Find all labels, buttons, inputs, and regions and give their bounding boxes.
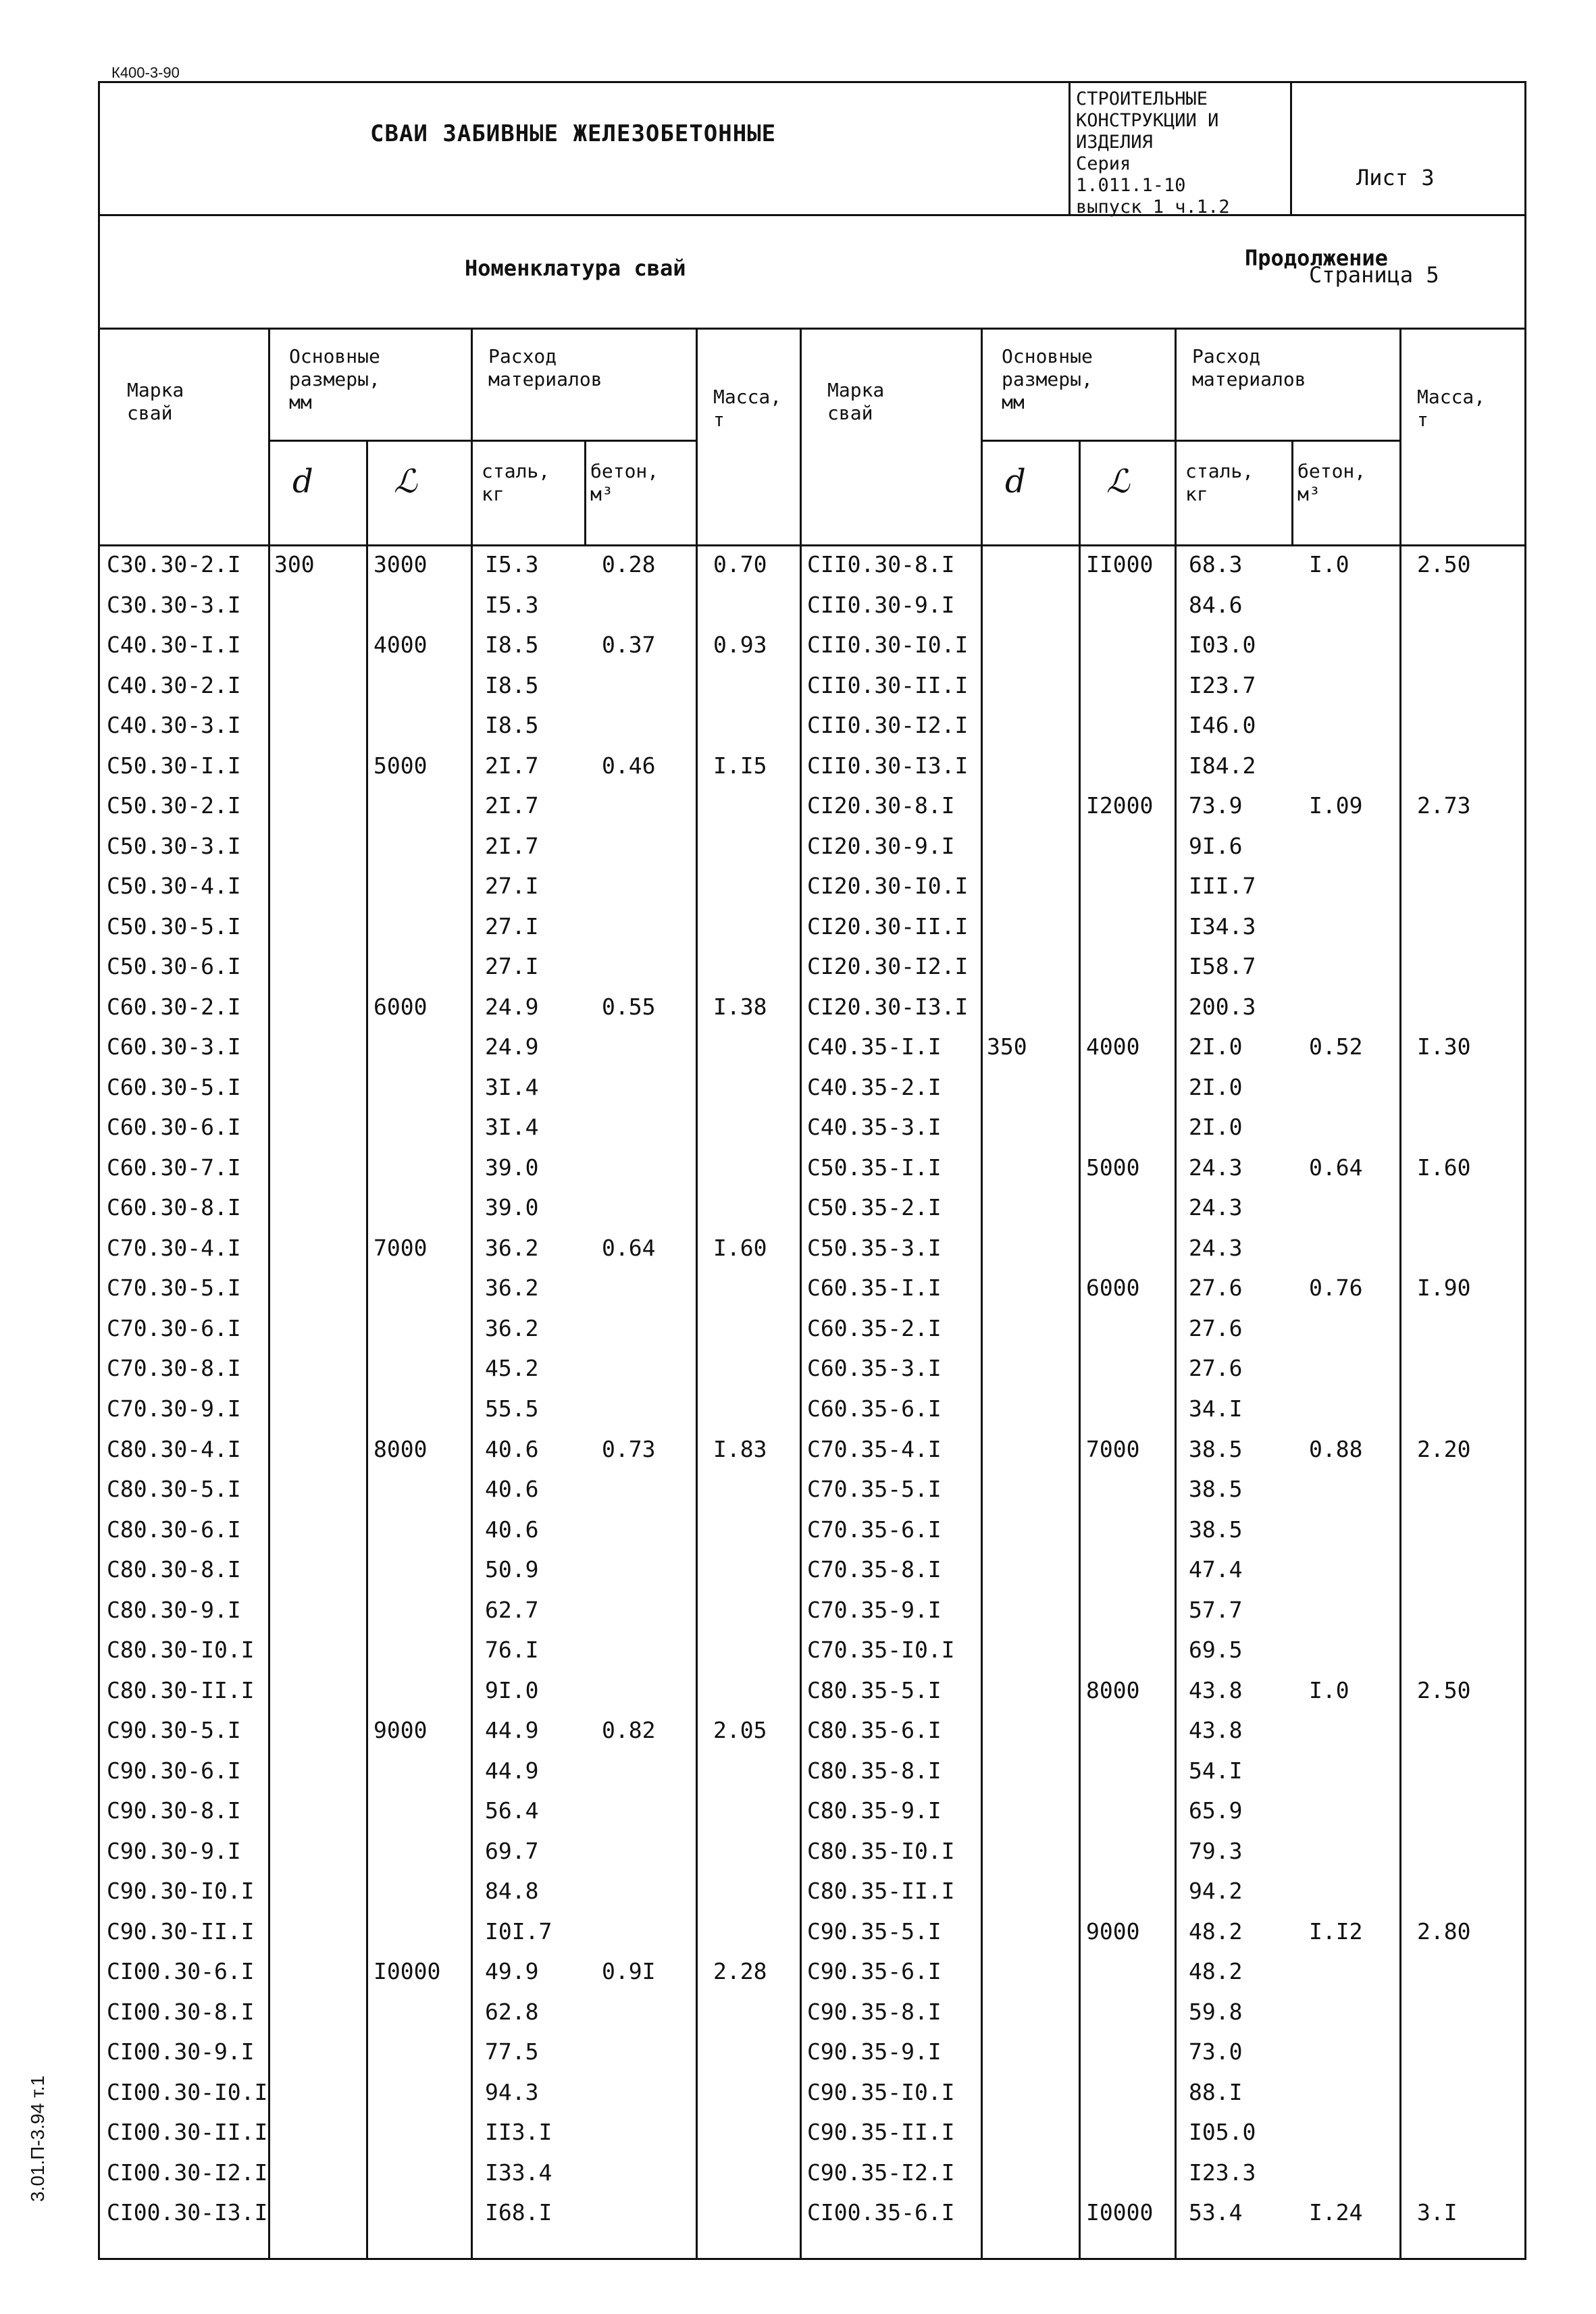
- table-cell-l: II000: [1086, 551, 1154, 577]
- table-cell-steel: 73.0: [1189, 2038, 1243, 2065]
- table-cell-concrete: 0.46: [602, 752, 656, 779]
- table-cell-mark: С80.30-I0.I: [107, 1637, 255, 1664]
- side-code: 3.01.П-3.94 т.1: [27, 2075, 48, 2202]
- table-cell-steel: 48.2: [1189, 1918, 1243, 1945]
- table-cell-steel: 9I.0: [485, 1676, 539, 1703]
- right-col-sep-mark: [981, 328, 983, 2258]
- piles-table: [98, 328, 1526, 2260]
- table-cell-d: 350: [987, 1033, 1027, 1060]
- table-cell-mark: С90.35-6.I: [807, 1958, 942, 1985]
- table-cell-steel: 27.I: [485, 873, 539, 900]
- table-cell-steel: I33.4: [485, 2159, 552, 2186]
- left-header-d: d: [292, 463, 313, 500]
- table-cell-mass: 3.I: [1417, 2199, 1458, 2226]
- left-header-mark: Марка свай: [127, 379, 184, 424]
- table-cell-mark: С90.35-8.I: [807, 1998, 942, 2025]
- table-cell-l: 9000: [1086, 1918, 1140, 1945]
- table-cell-mark: СI00.30-I2.I: [107, 2159, 268, 2186]
- table-cell-mass: I.60: [713, 1234, 767, 1261]
- right-header-steel: сталь, кг: [1185, 460, 1254, 505]
- table-cell-steel: 73.9: [1189, 792, 1243, 819]
- table-cell-steel: 36.2: [485, 1234, 539, 1261]
- left-header-consumption: Расход материалов: [488, 345, 602, 390]
- table-cell-l: 5000: [374, 752, 428, 779]
- table-cell-mark: С50.35-I.I: [807, 1154, 942, 1181]
- right-subheader-line: [981, 440, 1400, 442]
- table-cell-mass: 2.05: [713, 1717, 767, 1744]
- table-cell-concrete: I.0: [1309, 551, 1349, 577]
- table-cell-mark: СI00.30-I0.I: [107, 2078, 268, 2105]
- table-cell-mark: С60.30-2.I: [107, 993, 241, 1020]
- left-col-sep-d: [366, 440, 368, 2258]
- left-col-sep-mark: [268, 328, 270, 2258]
- table-cell-mass: 2.73: [1417, 792, 1471, 819]
- table-cell-steel: 44.9: [485, 1717, 539, 1744]
- table-cell-steel: 27.6: [1189, 1275, 1243, 1302]
- table-cell-steel: I5.3: [485, 551, 539, 577]
- table-cell-mark: СII0.30-I2.I: [807, 712, 969, 739]
- table-cell-mark: С70.30-6.I: [107, 1314, 241, 1341]
- table-cell-mark: С60.35-I.I: [807, 1275, 942, 1302]
- doc-code: К400-3-90: [111, 64, 180, 81]
- table-cell-steel: 2I.7: [485, 832, 539, 859]
- table-cell-concrete: I.I2: [1309, 1918, 1363, 1945]
- table-cell-mark: С60.30-6.I: [107, 1114, 241, 1141]
- table-cell-l: 5000: [1086, 1154, 1140, 1181]
- table-cell-steel: I8.5: [485, 632, 539, 659]
- table-cell-mark: С60.35-6.I: [807, 1395, 942, 1422]
- left-header-mass: Масса, т: [713, 386, 782, 431]
- left-header-l: ℒ: [394, 463, 417, 500]
- table-cell-mark: С90.30-6.I: [107, 1757, 241, 1784]
- table-cell-mass: I.38: [713, 993, 767, 1020]
- table-cell-mark: С70.30-5.I: [107, 1275, 241, 1302]
- table-cell-steel: 77.5: [485, 2038, 539, 2065]
- table-cell-concrete: 0.55: [602, 993, 656, 1020]
- table-cell-concrete: 0.64: [602, 1234, 656, 1261]
- table-cell-steel: I8.5: [485, 671, 539, 698]
- table-cell-steel: I23.3: [1189, 2159, 1256, 2186]
- table-cell-steel: I46.0: [1189, 712, 1256, 739]
- table-cell-steel: 36.2: [485, 1314, 539, 1341]
- table-cell-steel: 69.7: [485, 1837, 539, 1864]
- table-cell-l: I0000: [1086, 2199, 1154, 2226]
- table-cell-mark: С60.30-3.I: [107, 1033, 241, 1060]
- table-cell-concrete: 0.52: [1309, 1033, 1363, 1060]
- left-header-steel: сталь, кг: [482, 460, 550, 505]
- table-cell-steel: 57.7: [1189, 1596, 1243, 1623]
- table-cell-mark: СII0.30-II.I: [807, 671, 969, 698]
- table-cell-steel: 50.9: [485, 1556, 539, 1583]
- table-cell-steel: 53.4: [1189, 2199, 1243, 2226]
- table-cell-steel: 9I.6: [1189, 832, 1243, 859]
- nomenclature-title: Номенклатура свай: [465, 255, 686, 281]
- table-cell-mark: СI20.30-I3.I: [807, 993, 969, 1020]
- table-cell-steel: 76.I: [485, 1637, 539, 1664]
- table-cell-concrete: 0.76: [1309, 1275, 1363, 1302]
- right-col-sep-steel: [1291, 440, 1293, 544]
- table-cell-steel: 39.0: [485, 1154, 539, 1181]
- table-cell-steel: I84.2: [1189, 752, 1256, 779]
- left-header-main-dims: Основные размеры, мм: [289, 345, 380, 413]
- table-cell-concrete: I.24: [1309, 2199, 1363, 2226]
- right-header-main-dims: Основные размеры, мм: [1002, 345, 1093, 413]
- table-cell-steel: 43.8: [1189, 1717, 1243, 1744]
- table-cell-mark: С40.30-3.I: [107, 712, 241, 739]
- document-title: СВАИ ЗАБИВНЫЕ ЖЕЛЕЗОБЕТОННЫЕ: [370, 120, 777, 147]
- table-cell-mark: С80.35-I0.I: [807, 1837, 955, 1864]
- table-cell-steel: 34.I: [1189, 1395, 1243, 1422]
- table-cell-steel: 45.2: [485, 1355, 539, 1382]
- table-cell-mark: С60.30-5.I: [107, 1073, 241, 1100]
- table-cell-mark: С60.35-3.I: [807, 1355, 942, 1382]
- table-cell-steel: III.7: [1189, 873, 1256, 900]
- table-cell-steel: I58.7: [1189, 953, 1256, 980]
- table-cell-concrete: 0.88: [1309, 1435, 1363, 1462]
- table-cell-steel: 40.6: [485, 1516, 539, 1543]
- left-header-bottom-line: [100, 544, 800, 546]
- table-cell-mark: С40.30-2.I: [107, 671, 241, 698]
- table-cell-mark: С80.30-6.I: [107, 1516, 241, 1543]
- table-cell-mark: С80.35-5.I: [807, 1676, 942, 1703]
- series-info: СТРОИТЕЛЬНЫЕ КОНСТРУКЦИИ И ИЗДЕЛИЯ Серия 1.011.1-10 выпуск 1 ч.1.2: [1076, 88, 1230, 217]
- table-cell-l: 9000: [374, 1717, 428, 1744]
- table-cell-steel: 27.I: [485, 912, 539, 940]
- table-cell-steel: 2I.7: [485, 792, 539, 819]
- table-cell-mark: С50.35-3.I: [807, 1234, 942, 1261]
- table-cell-mark: СI00.30-9.I: [107, 2038, 255, 2065]
- table-cell-mark: С90.35-5.I: [807, 1918, 942, 1945]
- table-cell-mark: С80.30-5.I: [107, 1476, 241, 1503]
- table-cell-steel: 38.5: [1189, 1435, 1243, 1462]
- table-cell-steel: 27.I: [485, 953, 539, 980]
- table-cell-mark: С50.30-I.I: [107, 752, 241, 779]
- right-header-mark: Марка свай: [827, 379, 885, 424]
- table-cell-mark: С90.35-9.I: [807, 2038, 942, 2065]
- table-cell-mass: 2.28: [713, 1958, 767, 1985]
- table-cell-l: 7000: [1086, 1435, 1140, 1462]
- table-cell-mark: С70.35-I0.I: [807, 1637, 955, 1664]
- table-cell-steel: 94.2: [1189, 1878, 1243, 1905]
- table-cell-mark: С70.35-8.I: [807, 1556, 942, 1583]
- table-cell-concrete: 0.73: [602, 1435, 656, 1462]
- right-col-sep-dims: [1175, 328, 1177, 2258]
- table-cell-steel: 200.3: [1189, 993, 1256, 1020]
- table-cell-mark: С90.30-I0.I: [107, 1878, 255, 1905]
- table-cell-mark: СI20.30-I0.I: [807, 873, 969, 900]
- table-cell-mark: С70.35-4.I: [807, 1435, 942, 1462]
- table-cell-steel: 40.6: [485, 1476, 539, 1503]
- table-cell-steel: 55.5: [485, 1395, 539, 1422]
- table-cell-mass: I.60: [1417, 1154, 1471, 1181]
- table-cell-steel: 3I.4: [485, 1114, 539, 1141]
- table-cell-d: 300: [274, 551, 315, 577]
- table-cell-mark: С40.35-I.I: [807, 1033, 942, 1060]
- table-cell-mark: С30.30-3.I: [107, 591, 241, 618]
- table-cell-concrete: 0.28: [602, 551, 656, 577]
- right-header-concrete: бетон, м³: [1297, 460, 1366, 505]
- table-cell-steel: 24.9: [485, 993, 539, 1020]
- table-cell-steel: 62.7: [485, 1596, 539, 1623]
- table-cell-steel: 88.I: [1189, 2078, 1243, 2105]
- table-cell-steel: 2I.7: [485, 752, 539, 779]
- table-cell-steel: 43.8: [1189, 1676, 1243, 1703]
- table-cell-mark: С60.35-2.I: [807, 1314, 942, 1341]
- table-cell-mark: СI00.30-8.I: [107, 1998, 255, 2025]
- table-cell-mass: I.30: [1417, 1033, 1471, 1060]
- table-cell-mark: С40.30-I.I: [107, 632, 241, 659]
- table-cell-steel: 38.5: [1189, 1516, 1243, 1543]
- table-cell-mark: С90.35-II.I: [807, 2119, 955, 2146]
- table-cell-mark: СII0.30-I3.I: [807, 752, 969, 779]
- table-cell-mark: С70.35-5.I: [807, 1476, 942, 1503]
- table-cell-mark: С80.30-4.I: [107, 1435, 241, 1462]
- table-cell-mark: СI20.30-8.I: [807, 792, 955, 819]
- left-col-sep-steel: [584, 440, 586, 544]
- right-header-bottom-line: [800, 544, 1526, 546]
- table-cell-steel: I03.0: [1189, 632, 1256, 659]
- table-cell-steel: 24.3: [1189, 1234, 1243, 1261]
- right-header-l: ℒ: [1106, 463, 1130, 500]
- table-cell-steel: 84.6: [1189, 591, 1243, 618]
- table-cell-mass: 2.50: [1417, 551, 1471, 577]
- center-divider: [800, 328, 802, 2258]
- right-header-consumption: Расход материалов: [1192, 345, 1306, 390]
- table-cell-steel: 59.8: [1189, 1998, 1243, 2025]
- table-cell-mark: С80.35-9.I: [807, 1797, 942, 1824]
- table-cell-mass: 2.20: [1417, 1435, 1471, 1462]
- table-cell-steel: 84.8: [485, 1878, 539, 1905]
- table-cell-steel: 27.6: [1189, 1314, 1243, 1341]
- table-cell-steel: 24.3: [1189, 1154, 1243, 1181]
- table-cell-steel: 2I.0: [1189, 1114, 1243, 1141]
- table-cell-steel: 3I.4: [485, 1073, 539, 1100]
- table-cell-l: 6000: [374, 993, 428, 1020]
- table-cell-mass: I.I5: [713, 752, 767, 779]
- table-cell-mass: I.83: [713, 1435, 767, 1462]
- table-cell-mark: С80.35-8.I: [807, 1757, 942, 1784]
- left-col-sep-consumption: [696, 328, 698, 2258]
- table-cell-steel: 65.9: [1189, 1797, 1243, 1824]
- table-cell-mark: С70.30-9.I: [107, 1395, 241, 1422]
- table-cell-steel: I0I.7: [485, 1918, 552, 1945]
- table-cell-l: 4000: [1086, 1033, 1140, 1060]
- right-col-sep-consumption: [1399, 328, 1401, 2258]
- table-cell-mark: С50.30-4.I: [107, 873, 241, 900]
- table-cell-mark: С70.30-8.I: [107, 1355, 241, 1382]
- table-cell-mark: С80.30-9.I: [107, 1596, 241, 1623]
- table-cell-steel: 2I.0: [1189, 1033, 1243, 1060]
- table-cell-l: I0000: [374, 1958, 441, 1985]
- table-cell-mark: СI20.30-9.I: [807, 832, 955, 859]
- table-cell-l: I2000: [1086, 792, 1154, 819]
- table-cell-mark: С80.30-8.I: [107, 1556, 241, 1583]
- table-cell-mark: С90.30-8.I: [107, 1797, 241, 1824]
- table-cell-mark: С40.35-3.I: [807, 1114, 942, 1141]
- nomenclature-band: [98, 215, 1526, 330]
- table-cell-concrete: I.0: [1309, 1676, 1349, 1703]
- table-cell-mark: СII0.30-9.I: [807, 591, 955, 618]
- table-cell-mark: С90.30-5.I: [107, 1717, 241, 1744]
- table-cell-mark: С80.35-6.I: [807, 1717, 942, 1744]
- table-cell-l: 7000: [374, 1234, 428, 1261]
- table-cell-steel: 56.4: [485, 1797, 539, 1824]
- table-cell-mark: С70.35-9.I: [807, 1596, 942, 1623]
- table-cell-l: 8000: [374, 1435, 428, 1462]
- table-cell-concrete: I.09: [1309, 792, 1363, 819]
- table-cell-mark: С50.30-2.I: [107, 792, 241, 819]
- table-cell-mark: С80.35-II.I: [807, 1878, 955, 1905]
- continuation-label: Продолжение: [1245, 245, 1388, 271]
- page-number: Страница 5: [1309, 262, 1439, 288]
- table-cell-concrete: 0.37: [602, 632, 656, 659]
- table-cell-l: 8000: [1086, 1676, 1140, 1703]
- table-cell-mark: С70.30-4.I: [107, 1234, 241, 1261]
- table-cell-mark: СII0.30-8.I: [807, 551, 955, 577]
- table-cell-mark: СI20.30-II.I: [807, 912, 969, 940]
- table-cell-steel: I68.I: [485, 2199, 552, 2226]
- table-cell-steel: 54.I: [1189, 1757, 1243, 1784]
- right-col-sep-d: [1079, 440, 1081, 2258]
- right-header-d: d: [1005, 463, 1026, 500]
- table-cell-mark: С50.30-3.I: [107, 832, 241, 859]
- table-cell-mark: С90.35-I2.I: [807, 2159, 955, 2186]
- table-cell-concrete: 0.9I: [602, 1958, 656, 1985]
- table-cell-steel: I05.0: [1189, 2119, 1256, 2146]
- table-cell-mark: С30.30-2.I: [107, 551, 241, 577]
- table-cell-mark: С40.35-2.I: [807, 1073, 942, 1100]
- sheet-number: Лист 3: [1356, 165, 1435, 190]
- table-cell-steel: I8.5: [485, 712, 539, 739]
- left-header-concrete: бетон, м³: [590, 460, 659, 505]
- table-cell-steel: I34.3: [1189, 912, 1256, 940]
- table-cell-steel: 2I.0: [1189, 1073, 1243, 1100]
- table-cell-mark: С50.30-6.I: [107, 953, 241, 980]
- left-col-sep-dims: [471, 328, 473, 2258]
- table-cell-steel: 44.9: [485, 1757, 539, 1784]
- table-cell-mark: С50.30-5.I: [107, 912, 241, 940]
- table-cell-steel: 48.2: [1189, 1958, 1243, 1985]
- table-cell-steel: 69.5: [1189, 1637, 1243, 1664]
- table-cell-l: 3000: [374, 551, 428, 577]
- table-cell-steel: 94.3: [485, 2078, 539, 2105]
- table-cell-steel: 47.4: [1189, 1556, 1243, 1583]
- table-cell-steel: 24.3: [1189, 1194, 1243, 1221]
- table-cell-mark: СI00.30-I3.I: [107, 2199, 268, 2226]
- table-cell-steel: II3.I: [485, 2119, 552, 2146]
- right-header-mass: Масса, т: [1417, 386, 1486, 431]
- table-cell-mark: СII0.30-I0.I: [807, 632, 969, 659]
- table-cell-mark: С90.30-9.I: [107, 1837, 241, 1864]
- table-cell-concrete: 0.64: [1309, 1154, 1363, 1181]
- table-cell-steel: 79.3: [1189, 1837, 1243, 1864]
- table-cell-steel: 62.8: [485, 1998, 539, 2025]
- table-cell-mass: 0.93: [713, 632, 767, 659]
- table-cell-mark: С70.35-6.I: [807, 1516, 942, 1543]
- table-cell-steel: I23.7: [1189, 671, 1256, 698]
- table-cell-concrete: 0.82: [602, 1717, 656, 1744]
- table-cell-mark: СI20.30-I2.I: [807, 953, 969, 980]
- table-cell-l: 6000: [1086, 1275, 1140, 1302]
- table-cell-steel: 38.5: [1189, 1476, 1243, 1503]
- table-cell-mark: С80.30-II.I: [107, 1676, 255, 1703]
- table-cell-mark: С50.35-2.I: [807, 1194, 942, 1221]
- table-cell-mass: 2.80: [1417, 1918, 1471, 1945]
- table-cell-mark: С60.30-8.I: [107, 1194, 241, 1221]
- left-subheader-line: [269, 440, 696, 442]
- table-cell-mark: С60.30-7.I: [107, 1154, 241, 1181]
- table-cell-l: 4000: [374, 632, 428, 659]
- table-cell-steel: 40.6: [485, 1435, 539, 1462]
- table-cell-mark: СI00.35-6.I: [807, 2199, 955, 2226]
- table-cell-steel: 36.2: [485, 1275, 539, 1302]
- table-cell-mark: СI00.30-II.I: [107, 2119, 268, 2146]
- table-cell-mass: 2.50: [1417, 1676, 1471, 1703]
- table-cell-mass: I.90: [1417, 1275, 1471, 1302]
- table-cell-steel: I5.3: [485, 591, 539, 618]
- table-cell-steel: 24.9: [485, 1033, 539, 1060]
- table-cell-steel: 68.3: [1189, 551, 1243, 577]
- table-cell-steel: 39.0: [485, 1194, 539, 1221]
- table-cell-mark: С90.35-I0.I: [807, 2078, 955, 2105]
- table-cell-mass: 0.70: [713, 551, 767, 577]
- table-cell-steel: 27.6: [1189, 1355, 1243, 1382]
- table-cell-mark: С90.30-II.I: [107, 1918, 255, 1945]
- table-cell-mark: СI00.30-6.I: [107, 1958, 255, 1985]
- table-cell-steel: 49.9: [485, 1958, 539, 1985]
